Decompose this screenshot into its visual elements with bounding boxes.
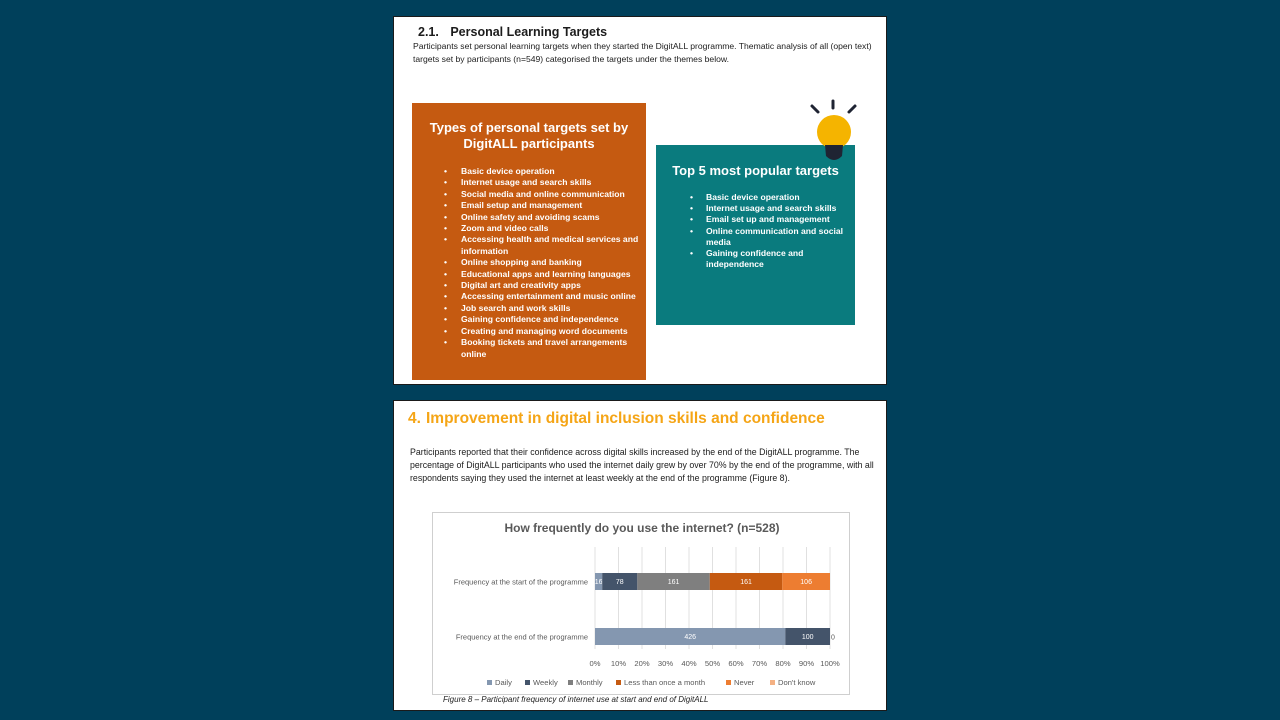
legend-label: Less than once a month: [624, 678, 706, 687]
section-heading: [418, 25, 607, 39]
chart-canvas: [433, 513, 851, 696]
types-list-item: • Accessing entertainment and music online: [444, 291, 640, 302]
types-list-item: • Zoom and video calls: [444, 223, 640, 234]
types-list-item: • Educational apps and learning languages: [444, 269, 640, 280]
data-label: 161: [740, 579, 752, 587]
section4-title: Improvement in digital inclusion skills and confidence: [426, 410, 825, 427]
top5-list-item: • Internet usage and search skills: [690, 203, 845, 214]
types-list-item: • Online shopping and banking: [444, 257, 640, 268]
top5-list: [690, 192, 845, 270]
legend-swatch: [525, 680, 530, 685]
data-label: 106: [800, 579, 812, 587]
x-tick-label: 30%: [657, 659, 674, 668]
types-list-item: • Email setup and management: [444, 200, 640, 211]
legend-swatch: [616, 680, 621, 685]
data-label: 100: [801, 634, 814, 642]
types-list-item: • Creating and managing word documents: [444, 326, 640, 337]
x-tick-label: 10%: [610, 659, 627, 668]
data-label: 426: [684, 634, 697, 642]
category-label: Frequency at the start of the programme: [453, 577, 588, 587]
lightbulb-icon: [804, 97, 864, 172]
section4-paragraph: Participants reported that their confidence across digital skills increased by the end of the DigitALL programme. The percentage of DigitALL participants who used the internet daily grew by over 70% by the end of the programme, with all respondents saying they used the internet at least weekly at the end of the programme (Figure 8).: [410, 447, 874, 484]
x-tick-label: 90%: [798, 659, 815, 668]
x-tick-label: 80%: [775, 659, 791, 668]
legend-swatch: [770, 680, 775, 685]
top5-list-item: • Email set up and management: [690, 214, 845, 225]
x-tick-label: 50%: [704, 659, 721, 668]
legend-label: Monthly: [576, 678, 603, 687]
top5-list-item: • Gaining confidence and independence: [690, 248, 845, 270]
section4-number: 4.: [408, 410, 421, 427]
x-tick-label: 40%: [681, 659, 697, 668]
types-list-item: • Basic device operation: [444, 166, 640, 177]
x-tick-label: 70%: [751, 659, 768, 668]
types-list: [444, 166, 640, 360]
data-label: 161: [667, 579, 680, 587]
data-label: 78: [615, 579, 624, 587]
types-list-item: • Job search and work skills: [444, 303, 640, 314]
types-list-item: • Social media and online communication: [444, 189, 640, 200]
top5-list-item: • Online communication and social media: [690, 226, 845, 248]
types-list-item: • Internet usage and search skills: [444, 177, 640, 188]
top5-targets-box: [656, 145, 855, 325]
legend-swatch: [487, 680, 492, 685]
section-title: Personal Learning Targets: [450, 25, 608, 39]
slide-panel-targets: [393, 16, 887, 385]
internet-frequency-chart: [432, 512, 850, 695]
legend-label: Don't know: [778, 678, 816, 687]
x-tick-label: 20%: [634, 659, 650, 668]
x-tick-label: 60%: [728, 659, 744, 668]
types-list-item: • Accessing health and medical services and information: [444, 234, 640, 257]
category-label: Frequency at the end of the programme: [455, 632, 588, 642]
legend-label: Weekly: [533, 678, 558, 687]
types-of-targets-box: [412, 103, 646, 380]
types-box-title: Types of personal targets set by DigitALL participants: [429, 120, 629, 151]
figure-caption: Figure 8 – Participant frequency of internet use at start and end of DigitALL: [443, 695, 709, 704]
section4-heading: [408, 409, 848, 428]
legend-swatch: [726, 680, 731, 685]
section-number: 2.1.: [418, 25, 439, 39]
x-tick-label: 0%: [589, 659, 601, 668]
types-list-item: • Gaining confidence and independence: [444, 314, 640, 325]
chart-title: How frequently do you use the internet? (n=528): [504, 521, 780, 535]
types-list-item: • Online safety and avoiding scams: [444, 212, 640, 223]
legend-swatch: [568, 680, 573, 685]
types-list-item: • Booking tickets and travel arrangements online: [444, 337, 640, 360]
legend-label: Daily: [495, 678, 512, 687]
slide-panel-improvement: [393, 400, 887, 711]
top5-list-item: • Basic device operation: [690, 192, 845, 203]
data-label: 16: [594, 579, 603, 587]
legend-label: Never: [734, 678, 755, 687]
data-label: 0: [831, 634, 835, 642]
x-tick-label: 100%: [820, 659, 840, 668]
types-list-item: • Digital art and creativity apps: [444, 280, 640, 291]
intro-paragraph: Participants set personal learning targets when they started the DigitALL programme. Thematic analysis of all (open text) targets set by participants (n=549) categorised the targets under the themes below.: [413, 41, 872, 64]
top5-box-title: Top 5 most popular targets: [672, 163, 839, 178]
